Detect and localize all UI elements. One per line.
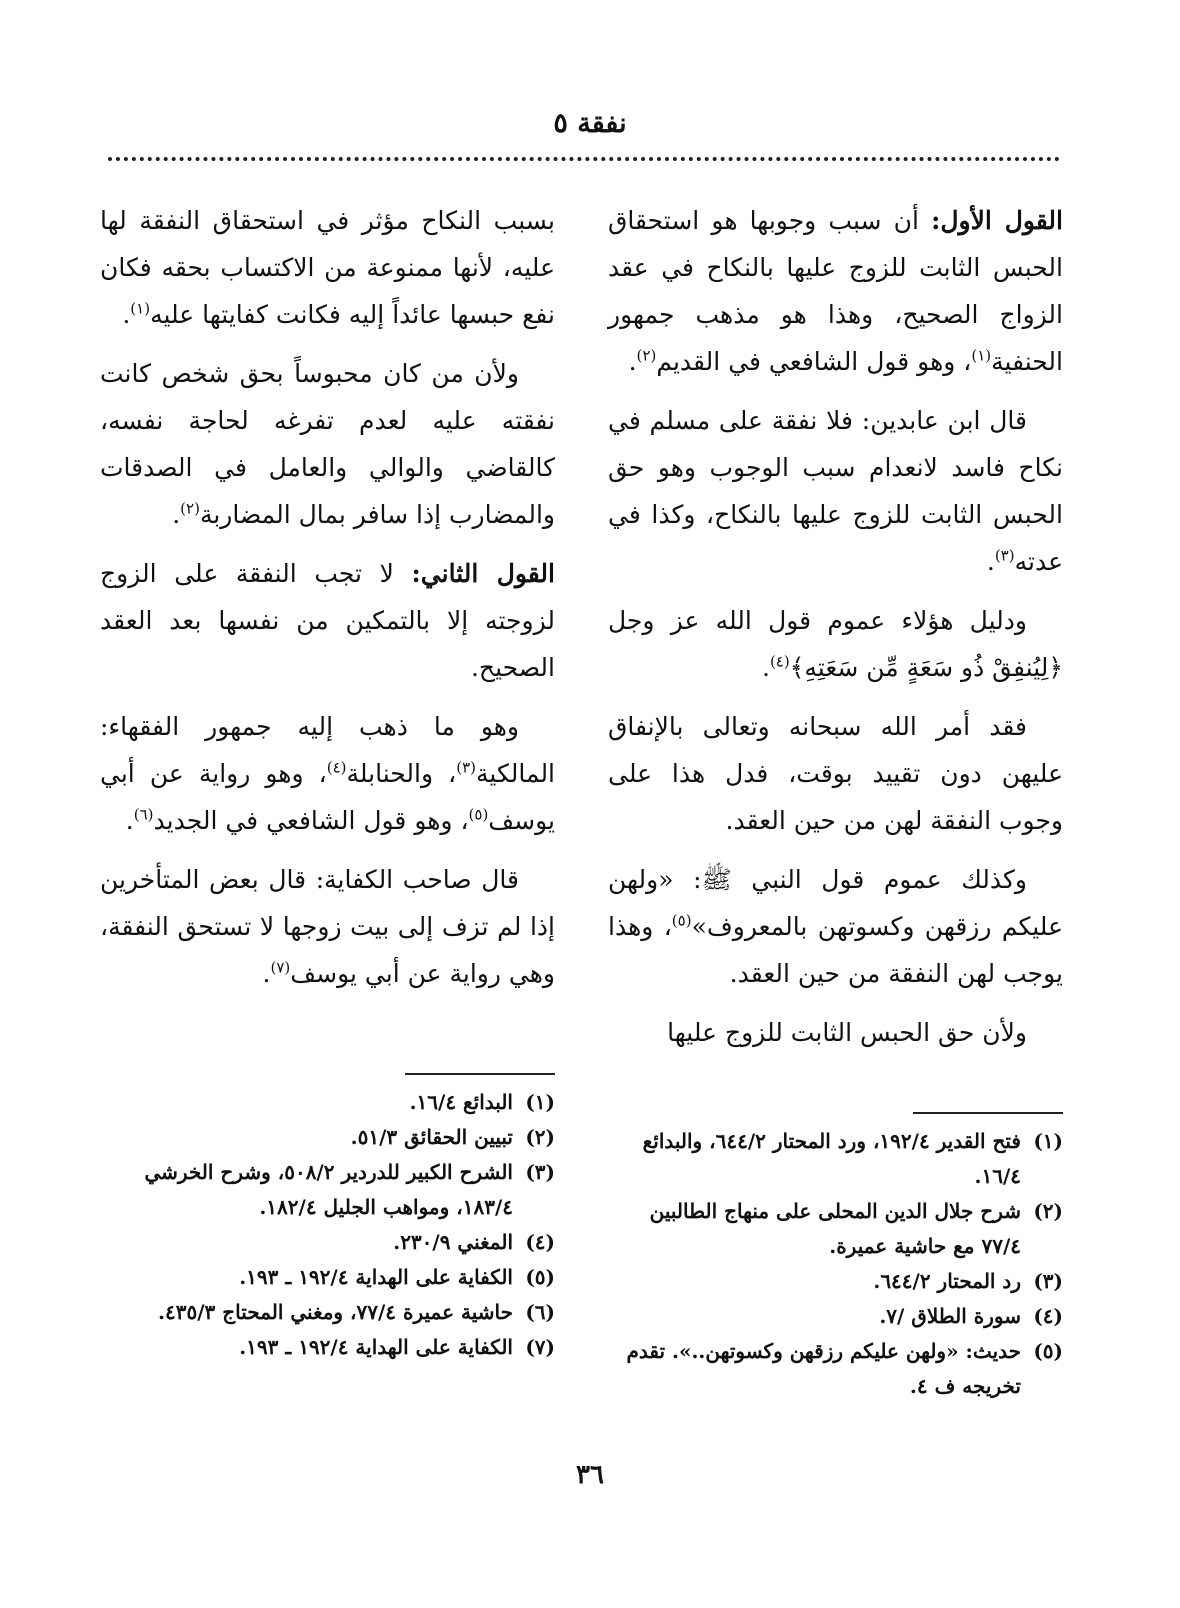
footnote — [100, 1330, 555, 1365]
footnote — [100, 1155, 555, 1225]
running-header: نفقة ٥ — [553, 108, 627, 139]
footnote-text: الكفاية على الهداية ١٩٢/٤ ـ ١٩٣. — [239, 1335, 513, 1359]
footnote-text: فتح القدير ١٩٢/٤، ورد المحتار ٦٤٤/٢، والبدائع ١٦/٤. — [642, 1129, 1021, 1188]
footnote-rule — [913, 1112, 1063, 1114]
footnote-number: (١) — [1033, 1129, 1063, 1153]
paragraph-lead: القول الثاني: — [411, 559, 555, 588]
footnote — [100, 1260, 555, 1295]
paragraph-text: ، وهذا يوجب لهن النفقة من حين العقد. — [608, 912, 1063, 988]
paragraph-text: . — [262, 959, 271, 988]
paragraph-text: ، والحنابلة — [346, 759, 457, 788]
footnote-text: المغني ٢٣٠/٩. — [393, 1230, 513, 1254]
paragraph-text: ، وهو قول الشافعي في القديم — [656, 347, 972, 376]
right-text-column — [608, 197, 1063, 1068]
paragraph — [100, 197, 555, 338]
footnote-ref: (٣) — [994, 546, 1015, 565]
footnote-number: (٣) — [1033, 1269, 1063, 1293]
footnote-number: (٤) — [1033, 1304, 1063, 1328]
footnote-number: (٥) — [1033, 1339, 1063, 1363]
paragraph-text: وهو ما ذهب إليه جمهور الفقهاء: المالكية — [100, 712, 556, 788]
paragraph — [608, 703, 1063, 844]
footnote-ref: (٧) — [270, 958, 291, 977]
paragraph-text: ودليل هؤلاء عموم قول الله عز وجل ﴿لِيُنفِقْ ذُو سَعَةٍ مِّن سَعَتِهِ﴾ — [608, 606, 1063, 682]
paragraph-text: لا تجب النفقة على الزوج لزوجته إلا بالتمكين من نفسها بعد العقد الصحيح. — [100, 559, 555, 682]
footnote-ref: (٤) — [326, 758, 347, 777]
footnote — [100, 1295, 555, 1330]
paragraph — [100, 703, 555, 844]
footnote-ref: (٣) — [456, 758, 476, 777]
paragraph-lead: القول الأول: — [931, 206, 1063, 235]
paragraph-text: وكذلك عموم قول النبي ﷺ: «ولهن عليكم رزقهن وكسوتهن بالمعروف» — [608, 865, 1063, 941]
paragraph-text: . — [628, 347, 637, 376]
footnote — [608, 1334, 1063, 1404]
paragraph — [100, 856, 555, 997]
footnote-text: تبيين الحقائق ٥١/٣. — [350, 1125, 513, 1149]
footnote — [608, 1264, 1063, 1299]
footnote — [608, 1299, 1063, 1334]
footnote — [100, 1120, 555, 1155]
paragraph-text: . — [172, 500, 181, 529]
footnote-number: (٧) — [525, 1335, 555, 1359]
footnote — [100, 1085, 555, 1120]
footnote-ref: (١) — [971, 346, 992, 365]
left-footnotes — [100, 1073, 555, 1365]
paragraph-text: . — [122, 300, 131, 329]
footnote-number: (٣) — [525, 1160, 555, 1184]
page-number: ٣٦ — [576, 1460, 604, 1490]
paragraph — [608, 197, 1063, 385]
footnote-text: البدائع ١٦/٤. — [409, 1090, 513, 1114]
paragraph — [100, 550, 555, 691]
footnote-number: (٤) — [525, 1230, 555, 1254]
paragraph-text: قال ابن عابدين: فلا نفقة على مسلم في نكاح فاسد لانعدام سبب الوجوب وهو حق الحبس الثابت للزوج عليها بالنكاح، وكذا في عدته — [608, 406, 1063, 576]
footnote-text: الكفاية على الهداية ١٩٢/٤ ـ ١٩٣. — [239, 1265, 513, 1289]
header-divider — [108, 157, 1060, 161]
paragraph-text: بسبب النكاح مؤثر في استحقاق النفقة لها عليه، لأنها ممنوعة من الاكتساب بحقه فكان نفع حبسها عائداً إليه فكانت كفايتها عليه — [100, 206, 555, 329]
right-footnotes — [608, 1112, 1063, 1404]
footnote-ref: (١) — [130, 299, 151, 318]
paragraph — [608, 856, 1063, 997]
paragraph-text: ، وهو رواية عن أبي يوسف — [100, 759, 555, 835]
footnote — [100, 1225, 555, 1260]
footnote-ref: (٥) — [468, 805, 489, 824]
paragraph-text: . — [761, 653, 770, 682]
footnote-number: (٢) — [525, 1125, 555, 1149]
footnote-number: (١) — [525, 1090, 555, 1114]
footnote-ref: (٤) — [769, 652, 790, 671]
paragraph-text: قال صاحب الكفاية: قال بعض المتأخرين إذا لم تزف إلى بيت زوجها لا تستحق النفقة، وهي رواية عن أبي يوسف — [100, 865, 555, 988]
paragraph — [608, 597, 1063, 691]
footnote-rule — [405, 1073, 555, 1075]
paragraph-text: . — [986, 547, 995, 576]
paragraph-text: ، وهو قول الشافعي في الجديد — [153, 806, 469, 835]
footnote-text: الشرح الكبير للدردير ٥٠٨/٢، وشرح الخرشي ١٨٣/٤، ومواهب الجليل ١٨٢/٤. — [144, 1160, 513, 1219]
paragraph-text: ولأن حق الحبس الثابت للزوج عليها — [667, 1018, 1027, 1047]
footnote-ref: (٢) — [636, 346, 657, 365]
footnote-ref: (٥) — [671, 911, 692, 930]
footnote-text: حاشية عميرة ٧٧/٤، ومغني المحتاج ٤٣٥/٣. — [158, 1300, 513, 1324]
footnote-text: سورة الطلاق /٧. — [879, 1304, 1021, 1328]
paragraph — [608, 1009, 1063, 1056]
left-text-column — [100, 197, 555, 1009]
footnote — [608, 1194, 1063, 1264]
footnote-number: (٢) — [1033, 1199, 1063, 1223]
footnote-text: شرح جلال الدين المحلى على منهاج الطالبين ٧٧/٤ مع حاشية عميرة. — [649, 1199, 1021, 1258]
footnote-number: (٦) — [525, 1300, 555, 1324]
paragraph-text: أن سبب وجوبها هو استحقاق الحبس الثابت للزوج عليها بالنكاح في عقد الزواج الصحيح، وهذا هو مذهب جمهور الحنفية — [608, 206, 1063, 376]
footnote-text: حديث: «ولهن عليكم رزقهن وكسوتهن..». تقدم تخريجه ف ٤. — [626, 1339, 1021, 1398]
footnote-ref: (٦) — [133, 805, 154, 824]
footnote-text: رد المحتار ٦٤٤/٢. — [873, 1269, 1021, 1293]
paragraph — [608, 397, 1063, 585]
paragraph-text: فقد أمر الله سبحانه وتعالى بالإنفاق عليهن دون تقييد بوقت، فدل هذا على وجوب النفقة لهن من حين العقد. — [608, 712, 1063, 835]
paragraph-text: ولأن من كان محبوساً بحق شخص كانت نفقته عليه لعدم تفرغه لحاجة نفسه، كالقاضي والوالي والعامل في الصدقات والمضارب إذا سافر بمال المضاربة — [100, 359, 555, 529]
paragraph — [100, 350, 555, 538]
footnote — [608, 1124, 1063, 1194]
paragraph-text: . — [125, 806, 134, 835]
footnote-ref: (٢) — [180, 499, 200, 518]
footnote-number: (٥) — [525, 1265, 555, 1289]
